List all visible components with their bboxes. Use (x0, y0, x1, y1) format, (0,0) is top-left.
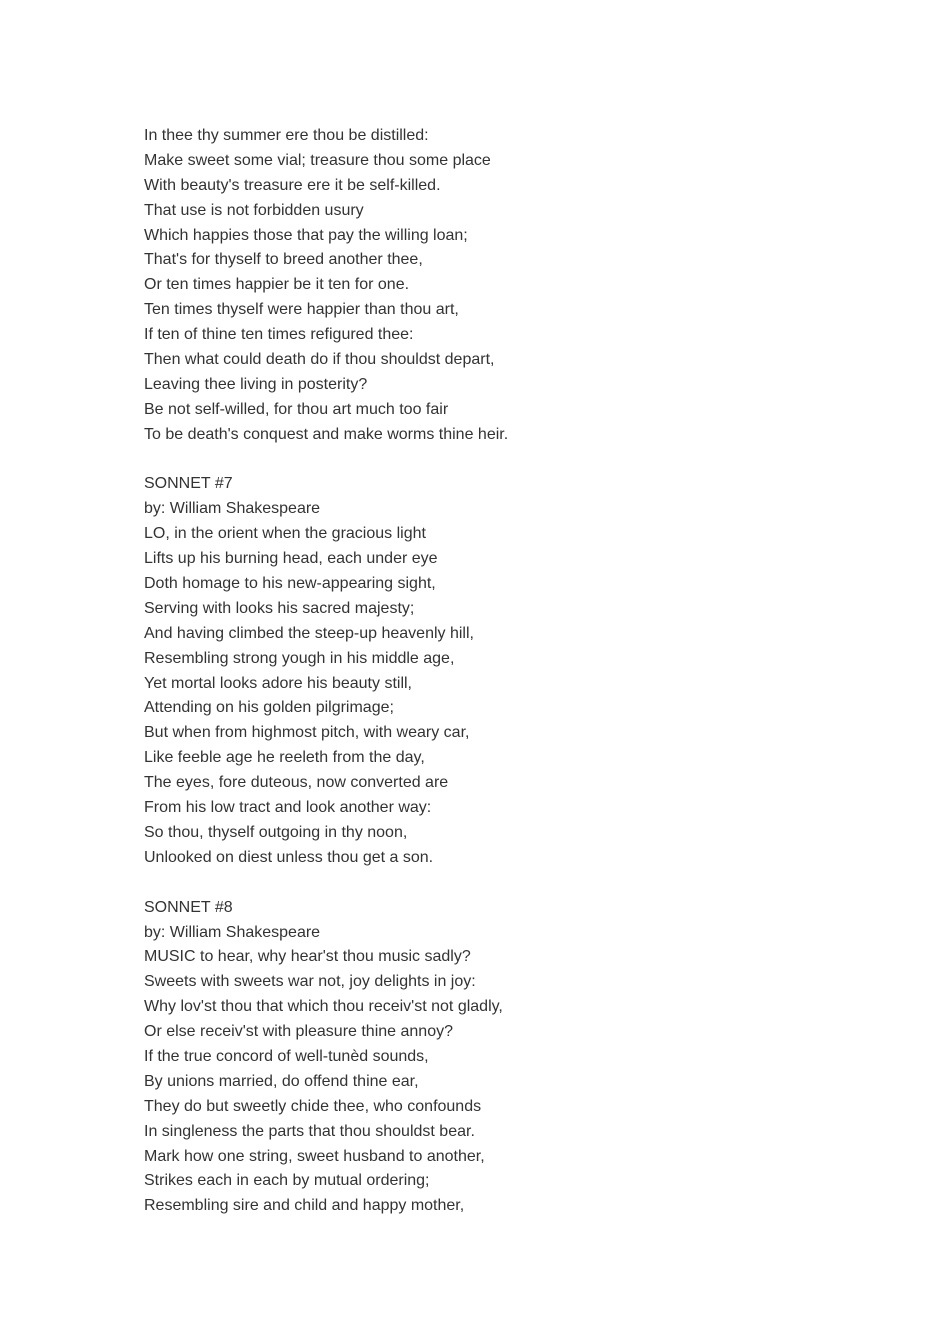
poem-line: Lifts up his burning head, each under eye (144, 550, 438, 568)
sonnet-fragment (144, 124, 904, 448)
poem-line: Leaving thee living in posterity? (144, 375, 368, 393)
poem-line: Mark how one string, sweet husband to another, (144, 1147, 485, 1165)
poem-line: Attending on his golden pilgrimage; (144, 699, 394, 717)
sonnet-author: by: William Shakespeare (144, 923, 321, 941)
poem-line: If the true concord of well-tunèd sounds, (144, 1047, 429, 1065)
poem-line: Or else receiv'st with pleasure thine annoy? (144, 1023, 453, 1041)
poem-line: From his low tract and look another way: (144, 799, 432, 817)
poem-line: Serving with looks his sacred majesty; (144, 599, 415, 617)
poem-line: Be not self-willed, for thou art much too fair (144, 400, 449, 418)
poem-line: Unlooked on diest unless thou get a son. (144, 848, 434, 866)
poem-line: In thee thy summer ere thou be distilled: (144, 127, 429, 144)
poem-line: They do but sweetly chide thee, who confounds (144, 1097, 482, 1115)
poem-line: With beauty's treasure ere it be self-killed. (144, 176, 441, 194)
poem-line: That's for thyself to breed another thee, (144, 251, 423, 269)
sonnet-7 (144, 472, 904, 870)
poem-line: Then what could death do if thou shouldst depart, (144, 351, 495, 369)
sonnet-author: by: William Shakespeare (144, 500, 321, 518)
poem-line: Why lov'st thou that which thou receiv'st not gladly, (144, 998, 503, 1016)
poem-line: Or ten times happier be it ten for one. (144, 276, 410, 294)
sonnet-title: SONNET #8 (144, 898, 233, 916)
poem-line: If ten of thine ten times refigured thee: (144, 326, 414, 344)
sonnet-title: SONNET #7 (144, 475, 233, 493)
poem-line: Sweets with sweets war not, joy delights in joy: (144, 973, 476, 991)
poem-line: That use is not forbidden usury (144, 201, 364, 219)
poem-line: Resembling strong yough in his middle age, (144, 649, 455, 667)
poem-line: The eyes, fore duteous, now converted are (144, 774, 449, 792)
stanza-gap (144, 871, 904, 896)
poem-line: Like feeble age he reeleth from the day, (144, 749, 425, 767)
poem-line: Resembling sire and child and happy mother, (144, 1197, 465, 1215)
sonnet-8 (144, 896, 904, 1220)
poem-line: LO, in the orient when the gracious light (144, 525, 426, 543)
poem-line: But when from highmost pitch, with weary car, (144, 724, 470, 742)
poem-line: And having climbed the steep-up heavenly hill, (144, 624, 474, 642)
poem-line: Which happies those that pay the willing loan; (144, 226, 468, 244)
poem-line: MUSIC to hear, why hear'st thou music sadly? (144, 948, 471, 966)
poem-line: To be death's conquest and make worms thine heir. (144, 425, 509, 443)
poem-line: By unions married, do offend thine ear, (144, 1072, 419, 1090)
poem-line: Doth homage to his new-appearing sight, (144, 575, 436, 593)
document-page (144, 124, 904, 1219)
poem-line: Yet mortal looks adore his beauty still, (144, 674, 412, 692)
poem-line: Strikes each in each by mutual ordering; (144, 1172, 430, 1190)
poem-line: Ten times thyself were happier than thou art, (144, 301, 459, 319)
stanza-gap (144, 448, 904, 473)
poem-line: Make sweet some vial; treasure thou some place (144, 151, 491, 169)
poem-line: So thou, thyself outgoing in thy noon, (144, 823, 408, 841)
poem-line: In singleness the parts that thou shouldst bear. (144, 1122, 475, 1140)
